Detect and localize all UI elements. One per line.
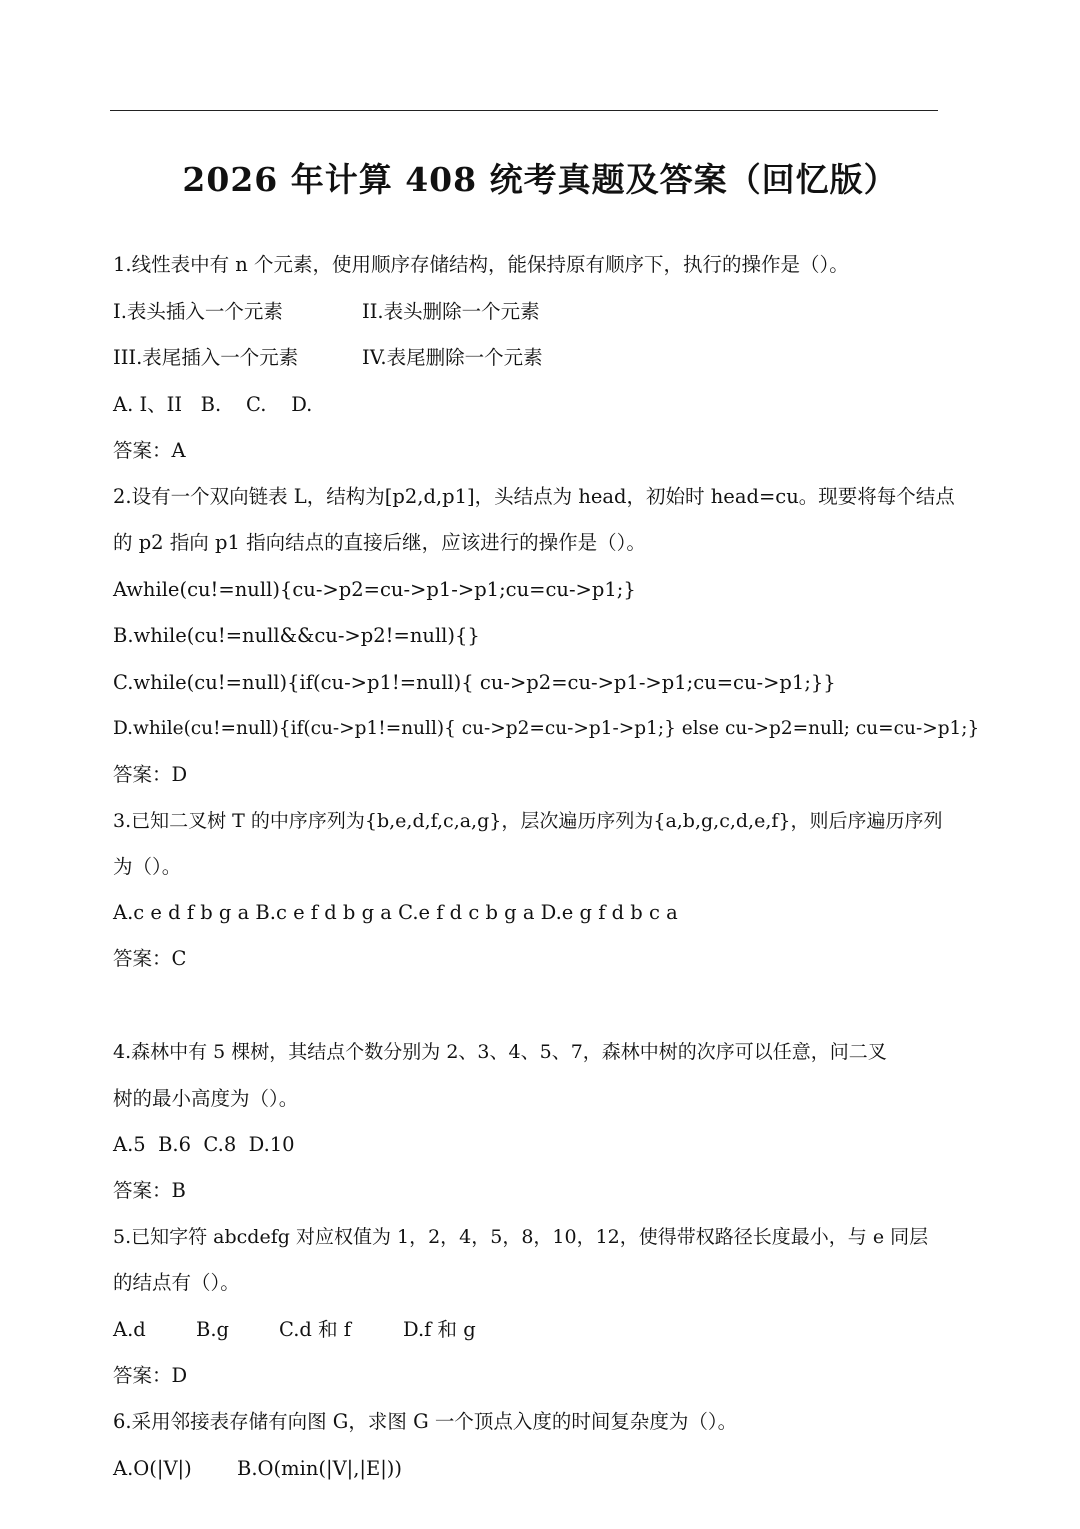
q6-option-a: A.O(|V|): [113, 1457, 192, 1480]
q4-answer: 答案：B: [113, 1179, 186, 1202]
q2-option-d: D.while(cu!=null){if(cu->p1!=null){ cu->p2=cu->p1->p1;} else cu->p2=null; cu=cu->p1;}: [113, 718, 980, 739]
q2-stem-line-2: 的 p2 指向 p1 指向结点的直接后继，应该进行的操作是（）。: [113, 531, 646, 554]
q1-answer: 答案：A: [113, 439, 186, 462]
q5-option-d: D.f 和 g: [403, 1318, 476, 1341]
q5-option-c: C.d 和 f: [279, 1318, 352, 1341]
q6-option-b: B.O(min(|V|,|E|)): [237, 1457, 403, 1480]
q1-options: A. I、II B. C. D.: [113, 393, 313, 416]
q2-answer: 答案：D: [113, 763, 188, 786]
q3-answer: 答案：C: [113, 947, 187, 970]
q4-options: A.5 B.6 C.8 D.10: [113, 1133, 295, 1156]
q5-option-a: A.d: [113, 1318, 146, 1341]
q1-item-1: I.表头插入一个元素: [113, 300, 283, 323]
q2-option-c: C.while(cu!=null){if(cu->p1!=null){ cu->p2=cu->p1->p1;cu=cu->p1;}}: [113, 671, 836, 694]
q2-option-a: Awhile(cu!=null){cu->p2=cu->p1->p1;cu=cu->p1;}: [113, 578, 636, 601]
q4-stem-line-2: 树的最小高度为（）。: [113, 1087, 299, 1110]
q1-item-3: III.表尾插入一个元素: [113, 346, 299, 369]
q5-stem-line-1: 5.已知字符 abcdefg 对应权值为 1，2，4，5，8，10，12，使得带权路径长度最小，与 e 同层: [113, 1226, 929, 1248]
q1-stem: 1.线性表中有 n 个元素，使用顺序存储结构，能保持原有顺序下，执行的操作是（）。: [113, 253, 849, 276]
q4-stem-line-1: 4.森林中有 5 棵树，其结点个数分别为 2、3、4、5、7，森林中树的次序可以任意，问二叉: [113, 1041, 887, 1063]
q1-item-4: IV.表尾删除一个元素: [362, 346, 543, 369]
q3-stem-line-2: 为（）。: [113, 855, 182, 878]
q5-option-b: B.g: [196, 1318, 230, 1341]
q2-option-b: B.while(cu!=null&&cu->p2!=null){}: [113, 624, 480, 647]
q5-stem-line-2: 的结点有（）。: [113, 1271, 240, 1294]
header-rule: [110, 110, 938, 111]
q3-stem-line-1: 3.已知二叉树 T 的中序序列为{b,e,d,f,c,a,g}，层次遍历序列为{a,b,g,c,d,e,f}，则后序遍历序列: [113, 810, 943, 832]
q5-answer: 答案：D: [113, 1364, 188, 1387]
q3-options: A.c e d f b g a B.c e f d b g a C.e f d c b g a D.e g f d b c a: [113, 901, 678, 924]
q1-item-2: II.表头删除一个元素: [362, 300, 540, 323]
q6-stem: 6.采用邻接表存储有向图 G，求图 G 一个顶点入度的时间复杂度为（）。: [113, 1410, 738, 1433]
page-title: 2026 年计算 408 统考真题及答案（回忆版）: [182, 160, 898, 199]
q2-stem-line-1: 2.设有一个双向链表 L，结构为[p2,d,p1]，头结点为 head，初始时 head=cu。现要将每个结点: [113, 485, 955, 508]
